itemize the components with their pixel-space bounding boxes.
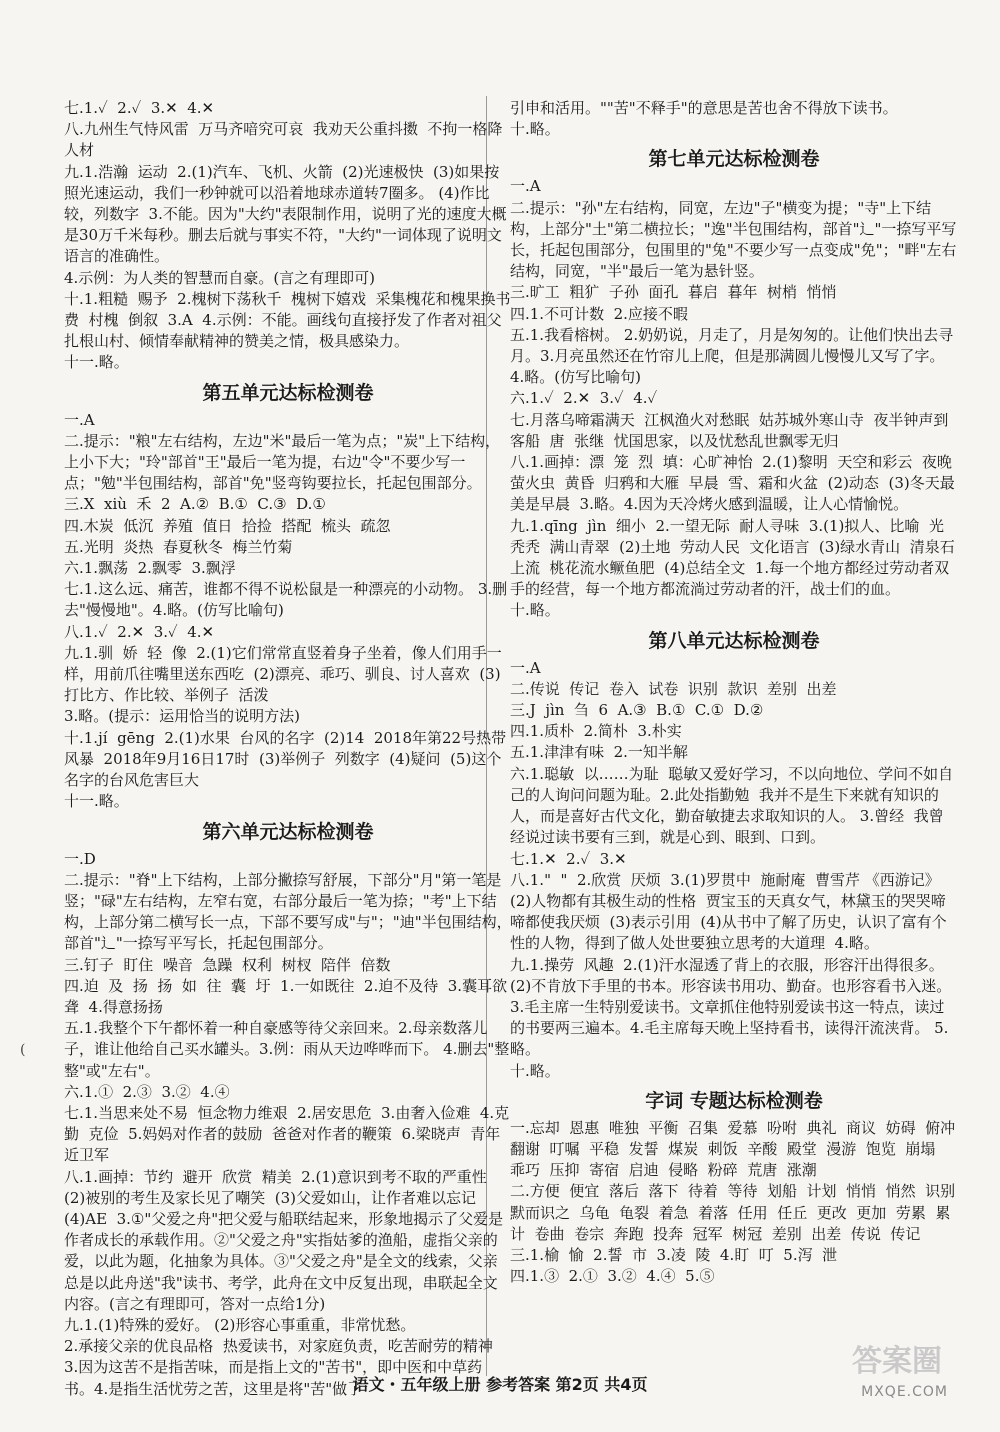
- answer-line: 三.旷工 粗犷 子孙 面孔 暮启 暮年 树梢 悄悄: [510, 283, 837, 302]
- answer-line: 九.1.qīng jìn 细小 2.一望无际 耐人寻味 3.(1)拟人、比喻 光秃秃 满山青翠 (2)土地 劳动人民 文化语言 (3)绿水青山 清泉石上流 桃花流水鳜鱼肥 (4)总结全文 1.每一个地方都经过劳动者双手的经营，每一个地方都流淌过劳动者的汗，战士们的血。: [510, 516, 955, 599]
- binding-mark: (: [20, 1042, 26, 1058]
- answer-line: 九.1.(1)特殊的爱好。 (2)形容心事重重，非常忧愁。: [64, 1315, 416, 1334]
- answer-line: 四.木炭 低沉 养殖 值日 拾捡 搭配 梳头 疏忽: [64, 516, 391, 535]
- answer-line: 二.传说 传记 卷入 试卷 识别 款识 差别 出差: [510, 679, 837, 698]
- watermark-site: MXQE.COM: [861, 1384, 948, 1400]
- answer-line: 七.1.✓ 2.✓ 3.✕ 4.✕: [64, 99, 215, 117]
- section-title: 字词 专题达标检测卷: [645, 1089, 823, 1112]
- answer-line: 十一.略。: [64, 792, 129, 811]
- answer-line: 三.J jìn 刍 6 A.③ B.① C.① D.②: [510, 701, 764, 720]
- answer-line: 十.1.粗糙 赐予 2.槐树下荡秋千 槐树下嬉戏 采集槐花和槐果换书费 村槐 倒叙 3.A 4.示例：不能。画线句直接抒发了作者对祖父扎根山村、倾情奉献精神的赞美之情，极具感染力。: [64, 289, 511, 351]
- left-column: [64, 98, 512, 1400]
- answer-line: 八.1.画掉：节约 避开 欣赏 精美 2.(1)意识到考不取的严重性 (2)被别的考生及家长见了嘲笑 (3)父爱如山，让作者难以忘记 (4)AE 3.①"父爱之舟"把父爱与船联结起来，形象地揭示了父爱是作者成长的承载作用。②"父爱之舟"实指姑爹的渔船，虚指父亲的爱，以此为题，化抽象为具体。③"父爱之舟"是全文的线索，父亲总是以此舟送"我"读书、考学，此舟在文中反复出现，串联起全文内容。(言之有理即可，答对一点给1分): [64, 1167, 504, 1313]
- watermark: [778, 1344, 978, 1414]
- answer-line: 十.略。: [510, 601, 560, 620]
- answer-line: 八.1.画掉：漂 笼 烈 填：心旷神怡 2.(1)黎明 天空和彩云 夜晚 萤火虫 黄昏 归鸦和大雁 早晨 雪、霜和火盆 (2)动态 (3)冬天最美是早晨 3.略。4.因为天冷烤火感到温暖，让人心情愉悦。: [510, 453, 962, 514]
- answer-line: 十.1.jí gēng 2.(1)水果 台风的名字 (2)14 2018年第22号热带风暴 2018年9月16日17时 (3)举例子 列数字 (4)疑问 (5)这个名字的台风危害巨大: [64, 728, 507, 790]
- answer-line: 一.A: [510, 177, 541, 196]
- answer-line: 二.方便 便宜 落后 落下 待着 等待 划船 计划 悄悄 悄然 识别 默而识之 乌龟 龟裂 着急 着落 任用 任丘 更改 更加 劳累 累计 卷曲 卷宗 奔跑 投奔 冠军 树冠 差别 出差 传说 传记: [510, 1182, 965, 1243]
- answer-line: 九.1.驯 娇 轻 像 2.(1)它们常常直竖着身子坐着，像人们用手一样，用前爪往嘴里送东西吃 (2)漂亮、乖巧、驯良、讨人喜欢 (3)打比方、作比较、举例子 活泼: [64, 643, 502, 705]
- answer-line: 七.1.当思来处不易 恒念物力维艰 2.居安思危 3.由奢入俭难 4.克勤 克俭 5.妈妈对作者的鼓励 爸爸对作者的鞭策 6.梁晓声 青年近卫军: [64, 1103, 510, 1165]
- section-title: 第八单元达标检测卷: [648, 629, 820, 652]
- answer-line: 七.1.✕ 2.✓ 3.✕: [510, 849, 627, 868]
- right-column: [510, 98, 965, 1287]
- watermark-logo: 答案圈: [852, 1344, 942, 1379]
- answer-line: 六.1.① 2.③ 3.② 4.④: [64, 1082, 230, 1101]
- answer-line: 八.1." " 2.欣赏 厌烦 3.(1)罗贯中 施耐庵 曹雪芹 《西游记》 (2)人物都有其极生动的性格 贾宝玉的天真女气，林黛玉的哭哭啼啼都使我厌烦 (3)表示引用 (4)从书中了解了历史，认识了富有个性的人物，得到了做人处世要独立思考的大道理 4.略。: [510, 870, 947, 953]
- answer-line: 五.1.我整个下午都怀着一种自豪感等待父亲回来。2.母亲数落儿子，谁让他给自己买水罐头。3.例：雨从天边哗哗而下。 4.删去"整整"或"左右"。: [64, 1019, 510, 1080]
- answer-line: 4.示例：为人类的智慧而自豪。(言之有理即可): [64, 268, 376, 287]
- answer-line: 三.X xiù 禾 2 A.② B.① C.③ D.①: [64, 495, 326, 514]
- answer-line: 一.A: [510, 658, 541, 677]
- answer-line: 七.1.这么远、痛苦，谁都不得不说松鼠是一种漂亮的小动物。 3.删去"慢慢地"。4.略。(仿写比喻句): [64, 580, 508, 620]
- answer-line: 2.承接父亲的优良品格 热爱读书，对家庭负责，吃苦耐劳的精神 3.因为这苦不是指苦味，而是指上文的"苦书"，即中医和中草药书。4.是指生活忧劳之苦，这里是将"苦"做了: [64, 1337, 503, 1398]
- answer-line: 二.提示："粮"左右结构，左边"米"最后一笔为点；"炭"上下结构，上小下大；"玲"部首"王"最后一笔为提，右边"令"不要少写一点；"勉"半包围结构，部首"免"竖弯钩要拉长，托起包围部分。: [64, 431, 501, 493]
- answer-line: 八.九州生气恃风雷 万马齐喑究可哀 我劝天公重抖擞 不拘一格降人材: [64, 120, 503, 160]
- answer-line: 七.月落乌啼霜满天 江枫渔火对愁眠 姑苏城外寒山寺 夜半钟声到客船 唐 张继 忧国思家，以及忧愁乱世飘零无归: [510, 410, 949, 450]
- answer-line: 六.1.聪敏 以……为耻 聪敏又爱好学习，不以向地位、学问不如自己的人询问问题为耻。2.此处指勤勉 我并不是生下来就有知识的人，而是喜好古代文化，勤奋敏捷去求取知识的人。 3.曾经 我曾经说过读书要有三到，就是心到、眼到、口到。: [510, 764, 954, 847]
- section-title: 第七单元达标检测卷: [648, 148, 820, 171]
- answer-line: 十.略。: [510, 120, 560, 139]
- section-title: 第五单元达标检测卷: [202, 381, 374, 404]
- answer-line: 十一.略。: [64, 353, 129, 372]
- answer-line: 八.1.✓ 2.✕ 3.✓ 4.✕: [64, 622, 215, 641]
- answer-line: 二.提示："脊"上下结构，上部分撇捺写舒展，下部分"月"第一笔是竖；"碌"左右结构，左窄右宽，右部分最后一笔为捺；"考"上下结构，上部分第二横写长一点，下部不要写成"与"；"迪"半包围结构，部首"辶"一捺写平写长，托起包围部分。: [64, 870, 512, 953]
- section-title: 第六单元达标检测卷: [202, 820, 374, 843]
- answer-line: 六.1.飘荡 2.飘零 3.飘浮: [64, 559, 236, 578]
- answer-line: 引申和活用。""苦"不释手"的意思是苦也舍不得放下读书。: [510, 99, 898, 117]
- answer-line: 九.1.浩瀚 运动 2.(1)汽车、飞机、火箭 (2)光速极快 (3)如果按照光速运动，我们一秒钟就可以沿着地球赤道转7圈多。 (4)作比较，列数字 3.不能。因为"大约"表限制作用，说明了光的速度大概是30万千米每秒。删去后就与事实不符，"大约"一词体现了说明文语言的准确性。: [64, 162, 507, 266]
- answer-line: 五.1.津津有味 2.一知半解: [510, 743, 688, 762]
- page-footer: 语文・五年级上册 参考答案 第2页 共4页: [352, 1375, 648, 1394]
- answer-line: 三.钉子 盯住 噪音 急躁 权利 树杈 陪伴 倍数: [64, 955, 391, 974]
- answer-line: 一.忘却 恩惠 唯独 平衡 召集 爱慕 吩咐 典礼 商议 妨碍 俯冲 翻谢 叮嘱 平稳 发誓 煤炭 刺饭 辛酸 殿堂 漫游 饱览 崩塌 乖巧 压抑 寄宿 启迪 侵略 粉碎 荒唐 涨潮: [510, 1118, 965, 1180]
- answer-line: 3.略。(提示：运用恰当的说明方法): [64, 707, 301, 726]
- answer-line: 九.1.操劳 风趣 2.(1)汗水湿透了背上的衣服，形容汗出得很多。 (2)不肯放下手里的书本。形容读书用功、勤奋。也形容看书入迷。3.毛主席一生特别爱读书。文章抓住他特别爱读书这一特点，读过的书要两三遍本。4.毛主席每天晚上坚持看书，读得汗流浃背。 5.略。: [510, 955, 952, 1059]
- answer-line: 十.略。: [510, 1061, 560, 1080]
- answer-line: 四.1.不可计数 2.应接不暇: [510, 304, 688, 323]
- answer-line: 一.D: [64, 849, 96, 868]
- answer-line: 四.迫 及 扬 扬 如 往 囊 圩 1.一如既往 2.迫不及待 3.囊耳欲聋 4.得意扬扬: [64, 976, 508, 1016]
- answer-line: 一.A: [64, 410, 95, 429]
- answer-line: 二.提示："孙"左右结构，同宽，左边"子"横变为提；"寺"上下结构，上部分"土"第二横拉长；"逸"半包围结构，部首"辶"一捺写平写长，托起包围部分，包围里的"兔"不要少写一点变成"免"；"畔"左右结构，同宽，"半"最后一笔为悬针竖。: [510, 198, 957, 281]
- answer-line: 三.1.榆 愉 2.誓 市 3.凌 陵 4.盯 叮 5.泻 泄: [510, 1245, 838, 1264]
- answer-line: 六.1.✓ 2.✕ 3.✓ 4.✓: [510, 389, 658, 408]
- answer-line: 五.1.我看榕树。 2.奶奶说，月走了，月是匆匆的。让他们快出去寻月。3.月亮虽然还在竹帘儿上爬，但是那满圆儿慢慢儿又写了字。 4.略。(仿写比喻句): [510, 325, 954, 387]
- answer-line: 四.1.③ 2.① 3.② 4.④ 5.⑤: [510, 1267, 715, 1286]
- answer-line: 四.1.质朴 2.简朴 3.朴实: [510, 722, 682, 741]
- answer-line: 五.光明 炎热 春夏秋冬 梅兰竹菊: [64, 537, 293, 556]
